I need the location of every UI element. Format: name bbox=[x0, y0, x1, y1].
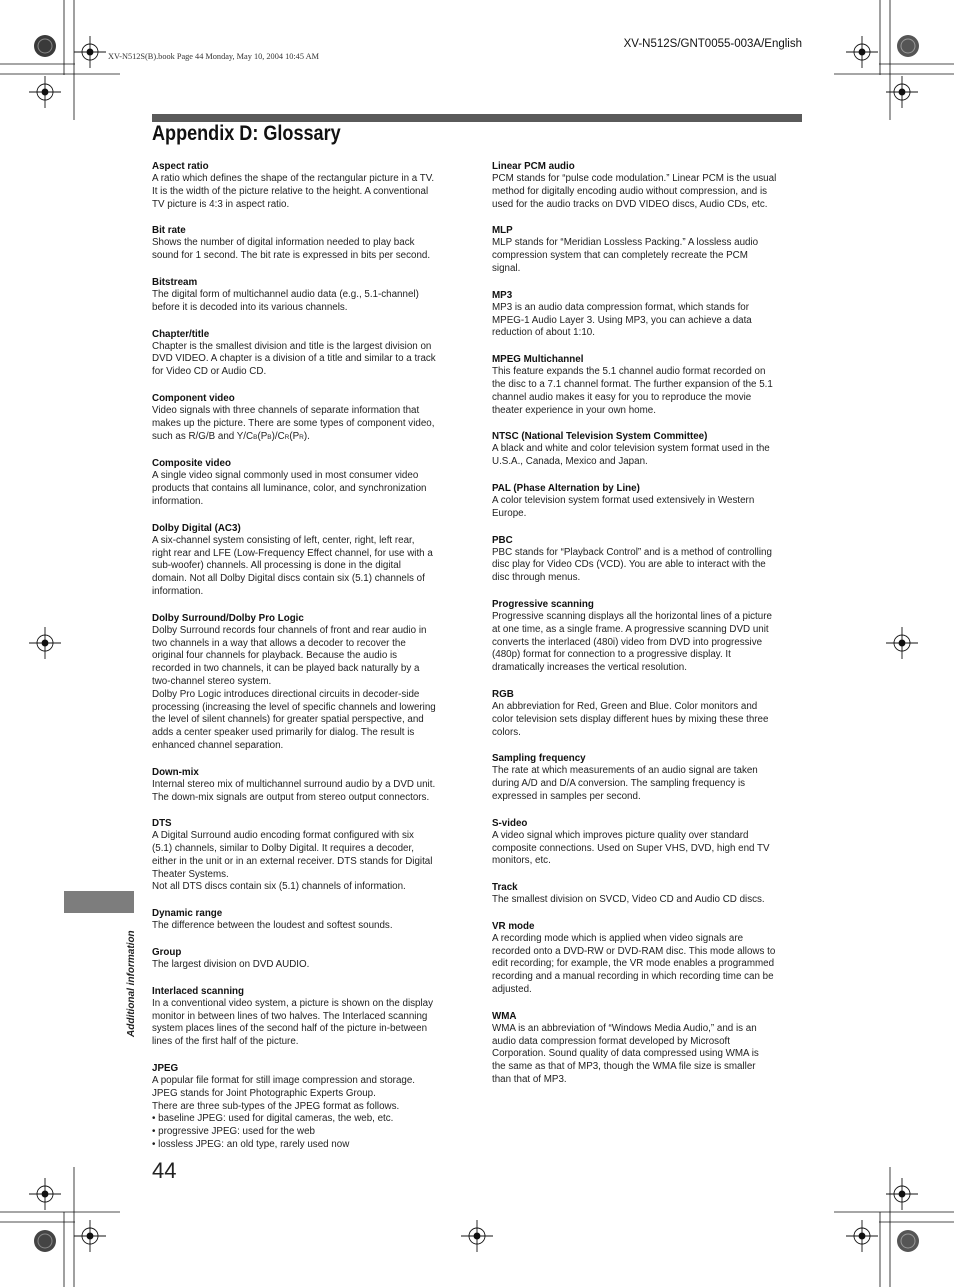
definition-line: expressed in samples per second. bbox=[492, 790, 641, 802]
glossary-term: NTSC (National Television System Committee) bbox=[492, 431, 708, 443]
definition-line: Progressive scanning displays all the horizontal lines of a picture bbox=[492, 610, 772, 622]
section-label: Additional information bbox=[126, 930, 137, 1037]
definition-line: disc through menus. bbox=[492, 572, 581, 584]
glossary-definition bbox=[492, 933, 800, 997]
glossary-term: WMA bbox=[492, 1010, 517, 1022]
definition-line: channel audio makes it easy for you to reproduce the movie bbox=[492, 391, 752, 403]
definition-line: A Digital Surround audio encoding format configured with six bbox=[152, 830, 414, 842]
glossary-entry bbox=[492, 752, 800, 803]
definition-line: Dolby Surround records four channels of front and rear audio in bbox=[152, 624, 427, 636]
glossary-entry bbox=[152, 985, 460, 1049]
definition-line: PCM stands for “pulse code modulation.” Linear PCM is the usual bbox=[492, 173, 777, 184]
definition-line: used for the audio tracks on DVD VIDEO discs, Audio CDs, etc. bbox=[492, 198, 768, 210]
definition-line: two-channel stereo system. bbox=[152, 675, 272, 687]
definition-line: for Video CD or Audio CD. bbox=[152, 366, 267, 378]
definition-line: makes up the picture. There are some types of component video, bbox=[152, 417, 435, 429]
definition-line: PBC stands for “Playback Control” and is a method of controlling bbox=[492, 546, 772, 558]
definition-line: method for digitally encoding audio without compression, and is bbox=[492, 185, 768, 197]
definition-line: domain. Not all Dolby Digital discs contain six (5.1) channels of bbox=[152, 573, 425, 585]
glossary-entry bbox=[492, 881, 800, 907]
glossary-definition bbox=[152, 405, 460, 444]
glossary-entry bbox=[152, 817, 460, 894]
glossary-entry bbox=[152, 522, 460, 599]
glossary-definition bbox=[492, 443, 800, 469]
definition-line: A black and white and color television system format used in the bbox=[492, 443, 770, 455]
definition-line: original four channels for playback. Because the audio is bbox=[152, 650, 398, 662]
definition-line: processing (increasing the level of specific channels and lowering bbox=[152, 701, 436, 713]
glossary-entry bbox=[152, 946, 460, 972]
glossary-definition bbox=[152, 830, 460, 894]
definition-line: A popular file format for still image compression and storage. bbox=[152, 1075, 416, 1087]
glossary-entry bbox=[152, 224, 460, 263]
glossary-definition bbox=[152, 625, 460, 753]
definition-line: reduction of about 1:10. bbox=[492, 327, 595, 339]
glossary-term: Down-mix bbox=[152, 766, 199, 778]
glossary-entry bbox=[152, 1062, 460, 1152]
glossary-entry bbox=[492, 482, 800, 521]
definition-line: at one time, as a single frame. A progressive scanning DVD unit bbox=[492, 623, 769, 635]
glossary-term: Dynamic range bbox=[152, 908, 223, 920]
formula-text: )/C bbox=[271, 430, 285, 442]
definition-line: dramatically increases the vertical resolution. bbox=[492, 662, 687, 674]
definition-line: Theater Systems. bbox=[152, 868, 229, 880]
glossary-entry bbox=[492, 353, 800, 417]
definition-line: recording and a manual recording in which recording time can be bbox=[492, 971, 774, 983]
definition-line: (5.1) channels, similar to Dolby Digital. It requires a decoder, bbox=[152, 843, 414, 855]
glossary-definition bbox=[152, 341, 460, 379]
definition-line: color television sets display different hues by mixing these three bbox=[492, 713, 769, 725]
definition-line: theater experience in your own home. bbox=[492, 404, 656, 416]
glossary-term: Bitstream bbox=[152, 276, 198, 288]
definition-line: Chapter is the smallest division and title is the largest division on bbox=[152, 340, 432, 352]
definition-line: colors. bbox=[492, 726, 521, 738]
subscript: R bbox=[284, 433, 290, 441]
glossary-term: Group bbox=[152, 947, 182, 959]
definition-line: A color television system format used extensively in Western bbox=[492, 494, 755, 506]
glossary-entry bbox=[152, 766, 460, 805]
definition-line: Internal stereo mix of multichannel surround audio by a DVD unit. bbox=[152, 778, 436, 790]
definition-line: edit recording; for example, the VR mode enables a programmed bbox=[492, 958, 775, 970]
formula-text: such as R/G/B and Y/C bbox=[152, 430, 254, 442]
definition-line: information. bbox=[152, 495, 204, 507]
glossary-entry bbox=[492, 1010, 800, 1087]
section-tab bbox=[64, 891, 134, 913]
glossary-entry bbox=[492, 430, 800, 469]
definition-line: enhanced channel separation. bbox=[152, 739, 284, 751]
definition-line: recorded onto a DVD-RW or DVD-RAM disc. This mode allows to bbox=[492, 945, 776, 957]
glossary-definition bbox=[492, 302, 800, 340]
glossary-definition bbox=[492, 701, 800, 739]
definition-line: converts the interlaced (480i) video from DVD into progressive bbox=[492, 636, 763, 648]
glossary-entry bbox=[152, 328, 460, 379]
glossary-definition bbox=[152, 237, 460, 263]
glossary-term: Interlaced scanning bbox=[152, 985, 245, 997]
definition-line: JPEG stands for Joint Photographic Experts Group. bbox=[152, 1087, 376, 1099]
definition-line bbox=[152, 431, 460, 445]
title-bar bbox=[152, 114, 802, 122]
glossary-definition bbox=[492, 237, 800, 275]
definition-line: right rear and LFE (Low-Frequency Effect channel, for use with a bbox=[152, 547, 433, 559]
definition-line: WMA is an abbreviation of “Windows Media Audio,” and is an bbox=[492, 1022, 757, 1034]
page-title: Appendix D: Glossary bbox=[152, 122, 341, 145]
definition-line: Shows the number of digital information needed to play back bbox=[152, 237, 415, 249]
definition-line: disc play for Video CDs (VCD). You are able to interact with the bbox=[492, 559, 766, 571]
definition-line: lines of the first half of the picture. bbox=[152, 1036, 299, 1048]
definition-line: In a conventional video system, a picture is shown on the display bbox=[152, 997, 434, 1009]
glossary-term: Sampling frequency bbox=[492, 753, 586, 765]
definition-line: This feature expands the 5.1 channel audio format recorded on bbox=[492, 366, 766, 378]
subscript: R bbox=[299, 433, 304, 441]
glossary-term: Track bbox=[492, 882, 518, 894]
glossary-term: JPEG bbox=[152, 1063, 179, 1075]
definition-line: audio data compression format developed by Microsoft bbox=[492, 1035, 730, 1047]
definition-line: A recording mode which is applied when video signals are bbox=[492, 932, 744, 944]
glossary-term: VR mode bbox=[492, 920, 535, 932]
glossary-definition bbox=[152, 959, 460, 972]
definition-line: • progressive JPEG: used for the web bbox=[152, 1126, 315, 1138]
definition-line: adjusted. bbox=[492, 984, 532, 996]
glossary-term: MLP bbox=[492, 225, 513, 237]
definition-line: A video signal which improves picture quality over standard bbox=[492, 829, 749, 841]
glossary-definition bbox=[152, 920, 460, 933]
glossary-term: PAL (Phase Alternation by Line) bbox=[492, 482, 640, 494]
formula-text: (P bbox=[289, 430, 300, 442]
glossary-definition bbox=[492, 1023, 800, 1087]
definition-line: A six-channel system consisting of left, center, right, left rear, bbox=[152, 534, 415, 546]
definition-line: MPEG-1 Audio Layer 3. Using MP3, you can achieve a data bbox=[492, 314, 752, 326]
glossary-definition bbox=[152, 998, 460, 1049]
definition-line: adds a center speaker used primarily for dialog. The result is bbox=[152, 727, 415, 739]
glossary-definition bbox=[152, 173, 460, 211]
glossary-entry bbox=[492, 598, 800, 675]
glossary-term: Linear PCM audio bbox=[492, 161, 575, 172]
definition-line: An abbreviation for Red, Green and Blue. Color monitors and bbox=[492, 700, 758, 712]
definition-line: The rate at which measurements of an audio signal are taken bbox=[492, 765, 758, 777]
definition-line: information. bbox=[152, 585, 204, 597]
definition-line: TV picture is 4:3 in aspect ratio. bbox=[152, 198, 290, 210]
definition-line: Not all DTS discs contain six (5.1) channels of information. bbox=[152, 881, 406, 893]
subscript: B bbox=[267, 433, 272, 441]
definition-line: A ratio which defines the shape of the rectangular picture in a TV. bbox=[152, 173, 435, 184]
definition-line: The smallest division on SVCD, Video CD and Audio CD discs. bbox=[492, 894, 765, 906]
definition-line: There are three sub-types of the JPEG format as follows. bbox=[152, 1100, 400, 1112]
definition-line: system places lines of the second half of the picture in-between bbox=[152, 1023, 428, 1035]
definition-line: A single video signal commonly used in most consumer video bbox=[152, 470, 419, 482]
book-file-info: XV-N512S(B).book Page 44 Monday, May 10, 2004 10:45 AM bbox=[108, 52, 319, 61]
glossary-definition bbox=[492, 611, 800, 675]
glossary-term: RGB bbox=[492, 688, 514, 700]
definition-line: products that contains all luminance, color, and synchronization bbox=[152, 483, 427, 495]
glossary-definition bbox=[492, 894, 800, 907]
definition-line: two channels in a way that allows a decoder to recover the bbox=[152, 637, 406, 649]
formula-text: (P bbox=[257, 430, 268, 442]
definition-line: either in the unit or in an external receiver. DTS stands for Digital bbox=[152, 855, 433, 867]
formula-text: ). bbox=[303, 430, 310, 442]
glossary-entry bbox=[152, 907, 460, 933]
definition-line: monitors, etc. bbox=[492, 855, 551, 867]
glossary-entry bbox=[492, 920, 800, 997]
definition-line: Dolby Pro Logic introduces directional circuits in decoder-side bbox=[152, 688, 420, 700]
glossary-entry bbox=[492, 289, 800, 340]
definition-line: during A/D and D/A conversion. The sampling frequency is bbox=[492, 778, 746, 790]
glossary-entry bbox=[152, 457, 460, 508]
glossary-term: Progressive scanning bbox=[492, 598, 594, 610]
definition-line: before it is decoded into its various channels. bbox=[152, 301, 348, 313]
glossary-definition bbox=[492, 366, 800, 417]
glossary-definition bbox=[152, 470, 460, 508]
glossary-entry bbox=[152, 276, 460, 315]
definition-line: The digital form of multichannel audio data (e.g., 5.1-channel) bbox=[152, 288, 419, 300]
glossary-entry bbox=[492, 160, 800, 211]
glossary-term: S-video bbox=[492, 817, 528, 829]
glossary-entry bbox=[492, 688, 800, 739]
definition-line: composite connections. Used on Super VHS, DVD, high end TV bbox=[492, 842, 770, 854]
definition-line: (480p) format for connection to a progressive display. It bbox=[492, 649, 731, 661]
glossary-definition bbox=[492, 173, 800, 211]
glossary-term: MPEG Multichannel bbox=[492, 354, 584, 366]
glossary-term: PBC bbox=[492, 534, 513, 546]
glossary-term: Aspect ratio bbox=[152, 161, 209, 172]
definition-line: the disc to a 7.1 channel format. The further expansion of the 5.1 bbox=[492, 378, 773, 390]
definition-line: The difference between the loudest and softest sounds. bbox=[152, 920, 393, 932]
glossary-entry bbox=[492, 534, 800, 585]
page-number: 44 bbox=[152, 1158, 177, 1183]
glossary-entry bbox=[152, 160, 460, 211]
glossary-term: Composite video bbox=[152, 458, 231, 470]
definition-line: recorded in two channels, it can be played back naturally by a bbox=[152, 663, 420, 675]
glossary-definition bbox=[152, 779, 460, 805]
glossary-term: MP3 bbox=[492, 289, 513, 301]
glossary-term: Chapter/title bbox=[152, 328, 210, 340]
glossary-right-column bbox=[492, 160, 800, 1100]
definition-line: signal. bbox=[492, 262, 521, 274]
glossary-entry bbox=[492, 817, 800, 868]
definition-line: The largest division on DVD AUDIO. bbox=[152, 959, 310, 971]
definition-line: sub-woofer) channels. All processing is done in the digital bbox=[152, 560, 401, 572]
glossary-term: Dolby Surround/Dolby Pro Logic bbox=[152, 612, 304, 624]
definition-line: Video signals with three channels of separate information that bbox=[152, 404, 420, 416]
definition-line: U.S.A., Canada, Mexico and Japan. bbox=[492, 456, 648, 468]
definition-line: the level of silent channels) for greater spatial perspective, and bbox=[152, 714, 424, 726]
glossary-term: Bit rate bbox=[152, 225, 186, 237]
definition-line: MLP stands for “Meridian Lossless Packing.” A lossless audio bbox=[492, 237, 759, 249]
glossary-term: Dolby Digital (AC3) bbox=[152, 522, 241, 534]
glossary-term: DTS bbox=[152, 818, 172, 830]
definition-line: the same as that of MP3, though the WMA file size is smaller bbox=[492, 1061, 756, 1073]
model-code: XV-N512S/GNT0055-003A/English bbox=[623, 38, 802, 50]
definition-line: sound for 1 second. The bit rate is expressed in bits per second. bbox=[152, 250, 431, 262]
definition-line: Europe. bbox=[492, 507, 527, 519]
definition-line: than that of MP3. bbox=[492, 1074, 567, 1086]
definition-line: It is the width of the picture relative to the height. A conventional bbox=[152, 185, 429, 197]
glossary-definition bbox=[152, 289, 460, 315]
glossary-definition bbox=[492, 765, 800, 803]
definition-line: The down-mix signals are output from stereo output connectors. bbox=[152, 791, 430, 803]
glossary-definition bbox=[152, 1075, 460, 1152]
definition-line: • lossless JPEG: an old type, rarely used now bbox=[152, 1139, 350, 1151]
glossary-entry bbox=[152, 392, 460, 444]
definition-line: MP3 is an audio data compression format, which stands for bbox=[492, 301, 750, 313]
definition-line: DVD VIDEO. A chapter is a division of a title and similar to a track bbox=[152, 353, 436, 365]
glossary-definition bbox=[492, 830, 800, 868]
definition-line: compression system that can completely recreate the PCM bbox=[492, 250, 748, 262]
glossary-entry bbox=[152, 612, 460, 753]
glossary-term: Component video bbox=[152, 392, 235, 404]
definition-line: Corporation. Sound quality of data compressed using WMA is bbox=[492, 1048, 759, 1060]
definition-line: monitor in between lines of two halves. The Interlaced scanning bbox=[152, 1010, 428, 1022]
glossary-definition bbox=[492, 495, 800, 521]
glossary-entry bbox=[492, 224, 800, 275]
glossary-left-column bbox=[152, 160, 460, 1165]
subscript: B bbox=[253, 433, 258, 441]
glossary-definition bbox=[492, 547, 800, 585]
glossary-definition bbox=[152, 535, 460, 599]
definition-line: • baseline JPEG: used for digital cameras, the web, etc. bbox=[152, 1113, 394, 1125]
